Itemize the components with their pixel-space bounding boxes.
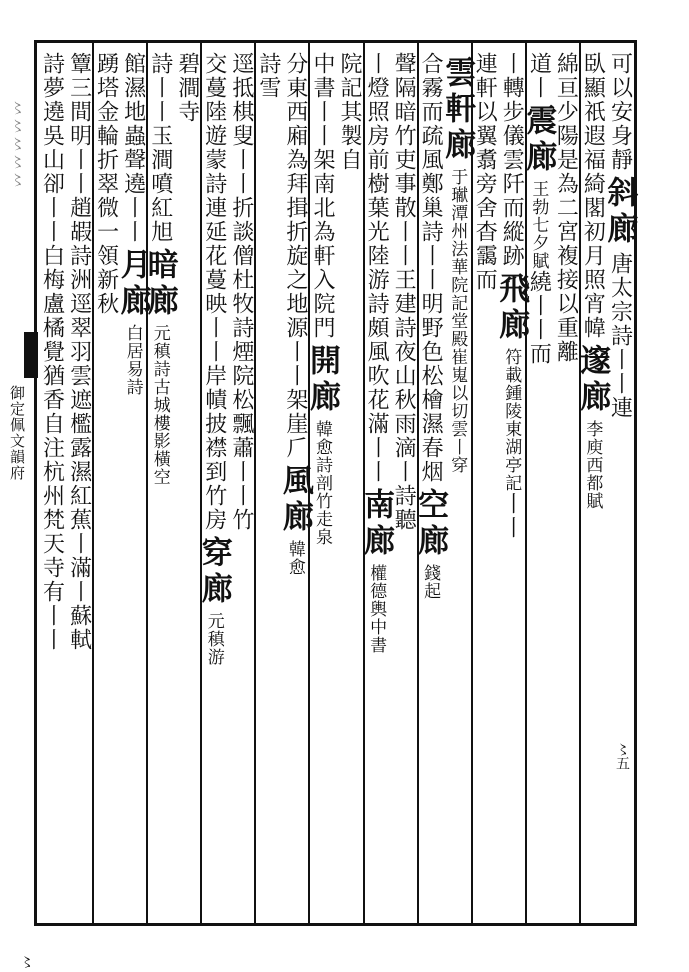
entry-heading: 開廊 [303, 344, 340, 416]
body-text: 繞丨丨而 [526, 270, 552, 366]
source-note: 錢起 [420, 564, 441, 600]
body-text: 可以安身靜 [607, 52, 633, 172]
body-text: 丨燈照房前樹葉光陸游詩頗風吹花滿丨丨 [364, 52, 390, 484]
book-title: 御定佩文韻府 [8, 385, 26, 481]
body-text: 丨 [499, 52, 525, 76]
source-note: 李庾西都賦 [582, 420, 603, 510]
body-text: 簟三間明丨丨趙嘏詩洲逕翠羽雲遮檻露濕紅蕉丨滿丨蘇軾 [66, 52, 92, 652]
source-note: 韓愈詩剖竹走泉 [311, 420, 332, 546]
body-text: 源丨丨架崖𠂆 [282, 316, 308, 460]
body-text: 院記其製自 [337, 52, 363, 172]
entry-heading: 震廊 [520, 104, 557, 176]
entry-heading: 飛廊 [493, 272, 530, 344]
source-note: 于𤩽潭州法華院記堂殿崔嵬以切雲丨穿 [447, 168, 468, 474]
body-text: 詩聽 [391, 484, 417, 532]
body-text: 館濕地蟲聲遶丨丨 [120, 52, 146, 244]
text-column [35, 52, 69, 652]
body-text: 綿亘少陽是為二宮複 [553, 52, 579, 268]
body-text: 唐太宗詩丨丨連 [607, 252, 633, 420]
entry-heading: 穿廊 [195, 536, 232, 608]
text-column [278, 52, 312, 576]
fold-folio: 〻 [20, 955, 34, 971]
entry-heading: 風廊 [276, 464, 313, 536]
entry-heading: 暗廊 [141, 248, 178, 320]
body-text: 逕抵棋叟丨丨折談僧杜牧詩煙院松飄蕭丨丨竹 [228, 52, 254, 532]
body-text: 踴塔金輪折翠微 [93, 52, 119, 220]
body-text: 碧澗寺 [174, 52, 200, 124]
source-note: 元稹游 [203, 612, 224, 666]
fold-strip [0, 40, 36, 971]
entry-heading: 月廊 [114, 248, 151, 320]
body-text: 詩夢遶吳山卻丨丨白梅盧橘覺猶香自注杭州梵天寺有丨丨 [39, 52, 65, 652]
body-text: 詩雪 [255, 52, 281, 100]
body-text: 一領新秋 [93, 220, 119, 316]
body-text: 道丨 [526, 52, 552, 100]
body-text: 霧而疏風鄭巢詩丨丨明野色松檜濕春烟 [418, 76, 444, 484]
page-folio: 〻五 [614, 742, 630, 770]
entry-heading: 斜廊 [601, 176, 638, 248]
body-text: 接以重離 [553, 268, 579, 364]
body-text: 丨丨 [499, 492, 525, 540]
text-column [197, 52, 231, 666]
source-note: 權德輿中書 [366, 564, 387, 654]
body-text: 詩丨丨玉澗噴紅旭 [147, 52, 173, 244]
body-text: 聲隔暗竹吏事散丨丨王建詩夜山秋雨滴丨 [391, 52, 417, 484]
entry-heading: 邃廊 [574, 344, 611, 416]
source-note: 符載鍾陵東湖亭記 [501, 348, 522, 492]
source-note: 白居易詩 [122, 324, 143, 396]
source-note: 元稹詩古城樓影橫空 [149, 324, 170, 486]
source-note: 王勃七夕賦 [528, 180, 549, 270]
source-note: 韓愈 [284, 540, 305, 576]
body-text: 連軒以翼翥旁舍杳靄而 [472, 52, 498, 292]
body-text: 合 [418, 52, 444, 76]
body-text: 交蔓陸遊蒙詩連延花蔓映丨丨岸幘披襟到竹房 [201, 52, 227, 532]
entry-heading: 空廊 [412, 488, 449, 560]
body-text: 臥顯祇遐福 [580, 52, 606, 172]
entry-heading: 南廊 [358, 488, 395, 560]
body-text: 轉步儀雲阡而縱跡 [499, 76, 525, 268]
fold-faded-text: 〻〻〻〻〻 [8, 100, 26, 190]
body-text: 分東西廂為拜揖折旋之地 [282, 52, 308, 316]
body-text: 綺閣初月照宵幃 [580, 172, 606, 340]
entry-heading: 雲軒廊 [439, 56, 476, 164]
body-text: 中書丨丨架南北為軒入院門 [309, 52, 335, 340]
